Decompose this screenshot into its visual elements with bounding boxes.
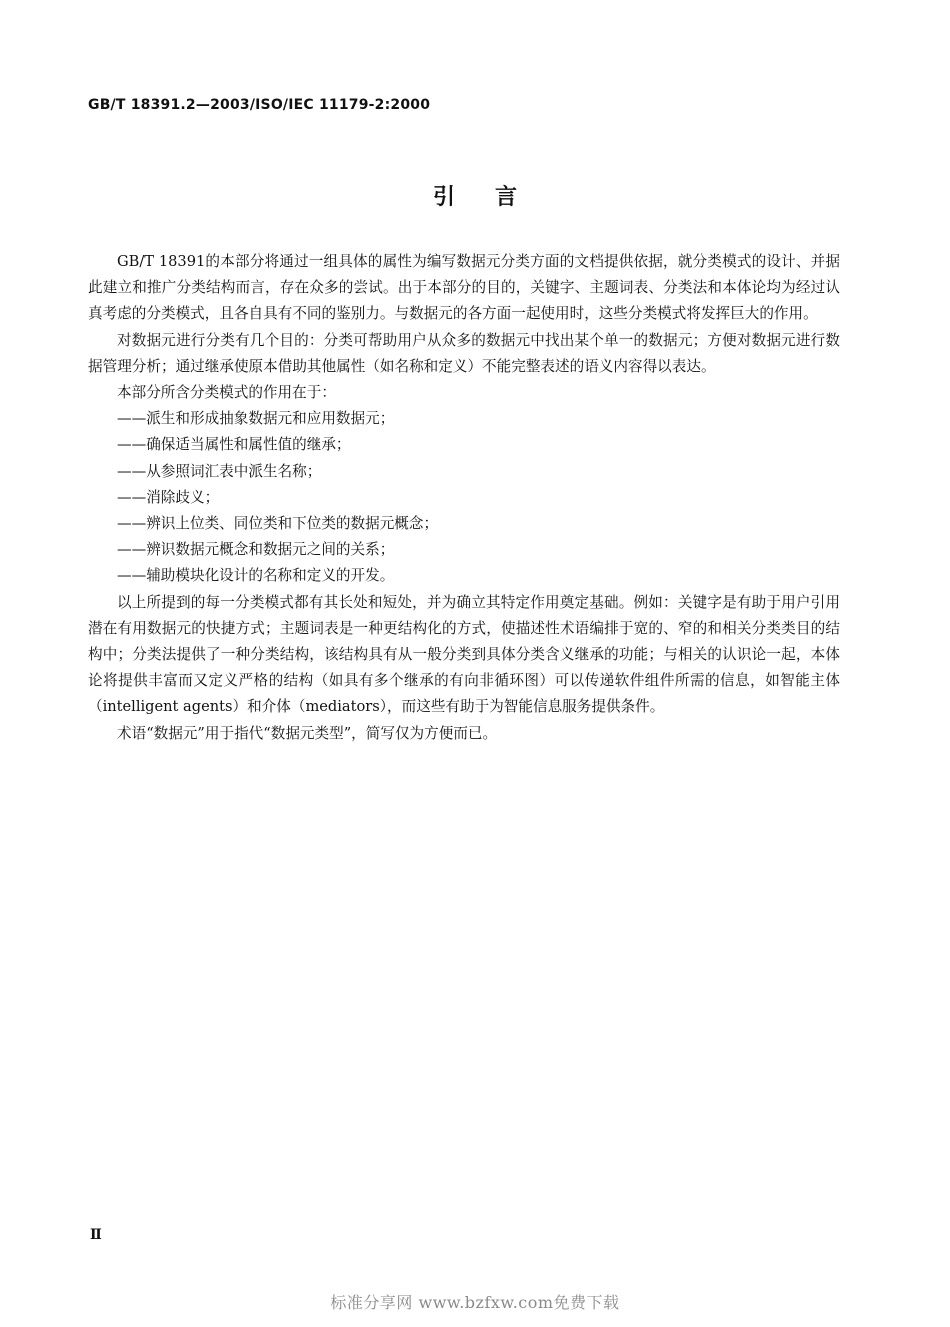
- intro-paragraph-2: 对数据元进行分类有几个目的：分类可帮助用户从众多的数据元中找出某个单一的数据元；方便对数据元进行数据管理分析；通过继承使原本借助其他属性（如名称和定义）不能完整表述的语义内容得以表达。: [88, 331, 840, 375]
- watermark-text: 标准分享网 www.bzfxw.com免费下载: [330, 1293, 620, 1312]
- intro-paragraph-1: GB/T 18391的本部分将通过一组具体的属性为编写数据元分类方面的文档提供依据，就分类模式的设计、并据此建立和推广分类结构而言，存在众多的尝试。出于本部分的目的，关键字、主题词表、分类法和本体论均为经过认真考虑的分类模式，且各自具有不同的鉴别力。与数据元的各方面一起使用时，这些分类模式将发挥巨大的作用。: [88, 253, 840, 323]
- list-item: ——辨识数据元概念和数据元之间的关系；: [117, 541, 395, 559]
- list-item: ——消除歧义；: [117, 488, 220, 506]
- section-title: 引言: [432, 185, 557, 210]
- list-item: ——确保适当属性和属性值的继承；: [117, 436, 351, 454]
- purpose-list: [88, 406, 840, 589]
- closing-paragraph-2: 术语“数据元”用于指代“数据元类型”，简写仅为方便而已。: [117, 724, 498, 742]
- intro-paragraph-3: 本部分所含分类模式的作用在于：: [117, 384, 336, 402]
- closing-paragraph-1: 以上所提到的每一分类模式都有其长处和短处，并为确立其特定作用奠定基础。例如：关键字是有助于用户引用潜在有用数据元的快捷方式；主题词表是一种更结构化的方式，使描述性术语编排于宽的、窄的和相关分类类目的结构中；分类法提供了一种分类结构，该结构具有从一般分类到具体分类含义继承的功能；与相关的认识论一起，本体论将提供丰富而又定义严格的结构（如具有多个继承的有向非循环图）可以传递软件组件所需的信息，如智能主体（intelligent agents）和介体（mediators），而这些有助于为智能信息服务提供条件。: [88, 593, 840, 716]
- page-number: Ⅱ: [90, 1227, 102, 1243]
- document-body: [88, 249, 840, 747]
- list-item: ——辨识上位类、同位类和下位类的数据元概念；: [117, 515, 439, 533]
- list-item: ——派生和形成抽象数据元和应用数据元；: [117, 410, 395, 428]
- list-item: ——从参照词汇表中派生名称；: [117, 462, 322, 480]
- standard-code-header: GB/T 18391.2—2003/ISO/IEC 11179-2:2000: [88, 97, 431, 113]
- list-item: ——辅助模块化设计的名称和定义的开发。: [117, 567, 395, 585]
